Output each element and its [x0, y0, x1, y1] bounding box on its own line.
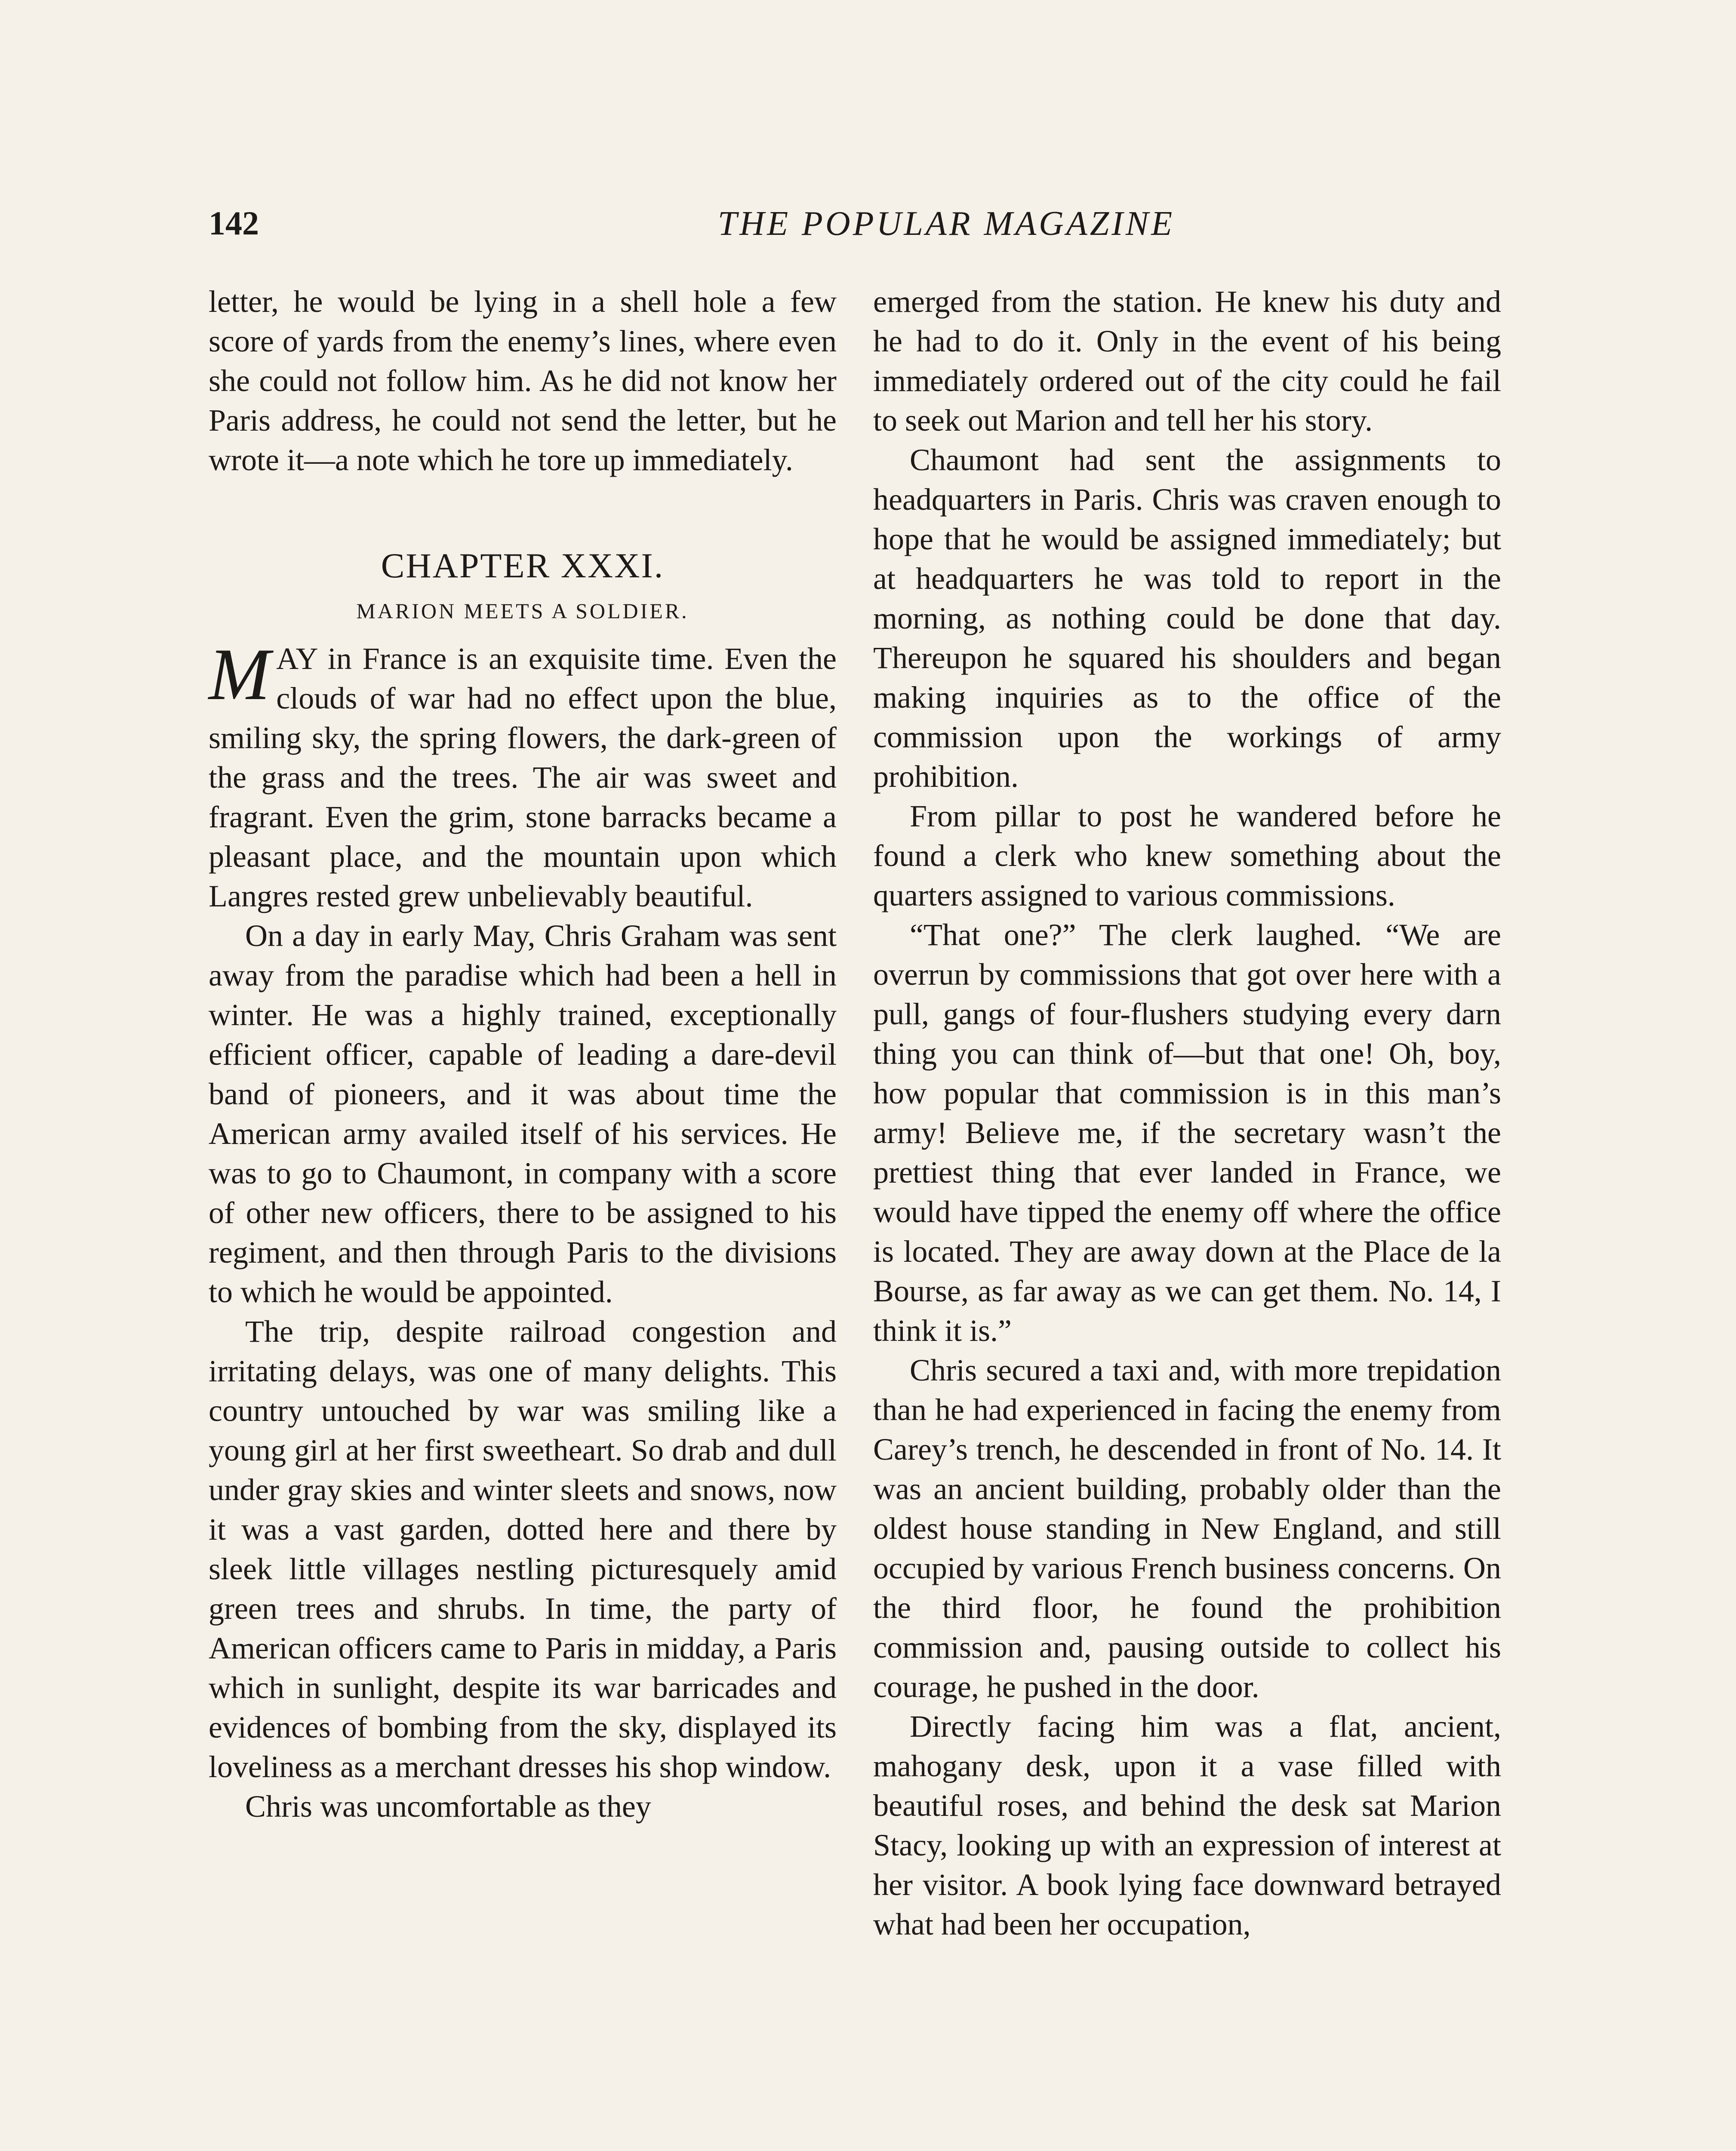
paragraph: The trip, despite railroad congestion and irritating delays, was one of many delights. This country untouched by war was smiling like a young girl at her first sweetheart. So drab and dull under gray skies and winter sleets and snows, now it was a vast garden, dotted here and there by sleek little villages nestling picturesquely amid green trees and shrubs. In time, the party of American officers came to Paris in midday, a Paris which in sunlight, despite its war barricades and evidences of bombing from the sky, displayed its loveliness as a merchant dresses his shop window.	[209, 1314, 837, 1784]
paragraph: Directly facing him was a flat, ancient, mahogany desk, upon it a vase filled with beautiful roses, and behind the desk sat Marion Stacy, looking up with an expression of interest at her visitor. A book lying face downward betrayed what had been her occupation,	[873, 1709, 1501, 1941]
paragraph: emerged from the station. He knew his duty and he had to do it. Only in the event of his being immediately ordered out of the city could he fail to seek out Marion and tell her his story.	[873, 284, 1501, 438]
running-head: THE POPULAR MAGAZINE	[717, 205, 1175, 243]
chapter-subtitle: MARION MEETS A SOLDIER.	[356, 599, 689, 623]
left-column	[209, 282, 837, 1826]
paragraph: Chris was uncomfortable as they	[245, 1789, 651, 1824]
paragraph: letter, he would be lying in a shell hole a few score of yards from the enemy’s lines, where even she could not follow him. As he did not know her Paris address, he could not send the letter, but he wrote it—a note which he tore up immediately.	[209, 284, 837, 477]
paragraph: Chaumont had sent the assignments to headquarters in Paris. Chris was craven enough to hope that he would be assigned immediately; but at headquarters he was told to report in the morning, as nothing could be done that day. Thereupon he squared his shoulders and began making inquiries as to the office of the commission upon the workings of army prohibition.	[873, 443, 1501, 794]
opening-paragraph	[209, 634, 837, 916]
chapter-heading: CHAPTER XXXI.	[381, 546, 665, 585]
paragraph: On a day in early May, Chris Graham was sent away from the paradise which had been a hell in winter. He was a highly trained, exceptionally efficient officer, capable of leading a dare-devil band of pioneers, and it was about time the American army availed itself of his services. He was to go to Chaumont, in company with a score of other new officers, there to be assigned to his regiment, and then through Paris to the divisions to which he would be appointed.	[209, 918, 837, 1309]
page-number: 142	[209, 204, 259, 242]
opening-paragraph-text: AY in France is an exquisite time. Even the clouds of war had no effect upon the blue, smiling sky, the spring flowers, the dark-green of the grass and the trees. The air was sweet and fragrant. Even the grim, stone barracks became a pleasant place, and the mountain upon which Langres rested grew unbelievably beautiful.	[209, 641, 837, 913]
paragraph: From pillar to post he wandered before he found a clerk who knew something about the quarters assigned to various commissions.	[873, 799, 1501, 912]
right-column	[873, 282, 1501, 1944]
paragraph: “That one?” The clerk laughed. “We are overrun by commissions that got over here with a pull, gangs of four-flushers studying every darn thing you can think of—but that one! Oh, boy, how popular that commission is in this man’s army! Believe me, if the secretary wasn’t the prettiest thing that ever landed in France, we would have tipped the enemy off where the office is located. They are away down at the Place de la Bourse, as far away as we can get them. No. 14, I think it is.”	[873, 918, 1501, 1348]
paragraph: Chris secured a taxi and, with more trepidation than he had experienced in facing the enemy from Carey’s trench, he descended in front of No. 14. It was an ancient building, probably older than the oldest house standing in New England, and still occupied by various French business concerns. On the third floor, he found the prohibition commission and, pausing outside to collect his courage, he pushed in the door.	[873, 1353, 1501, 1704]
drop-initial: M	[209, 634, 271, 715]
